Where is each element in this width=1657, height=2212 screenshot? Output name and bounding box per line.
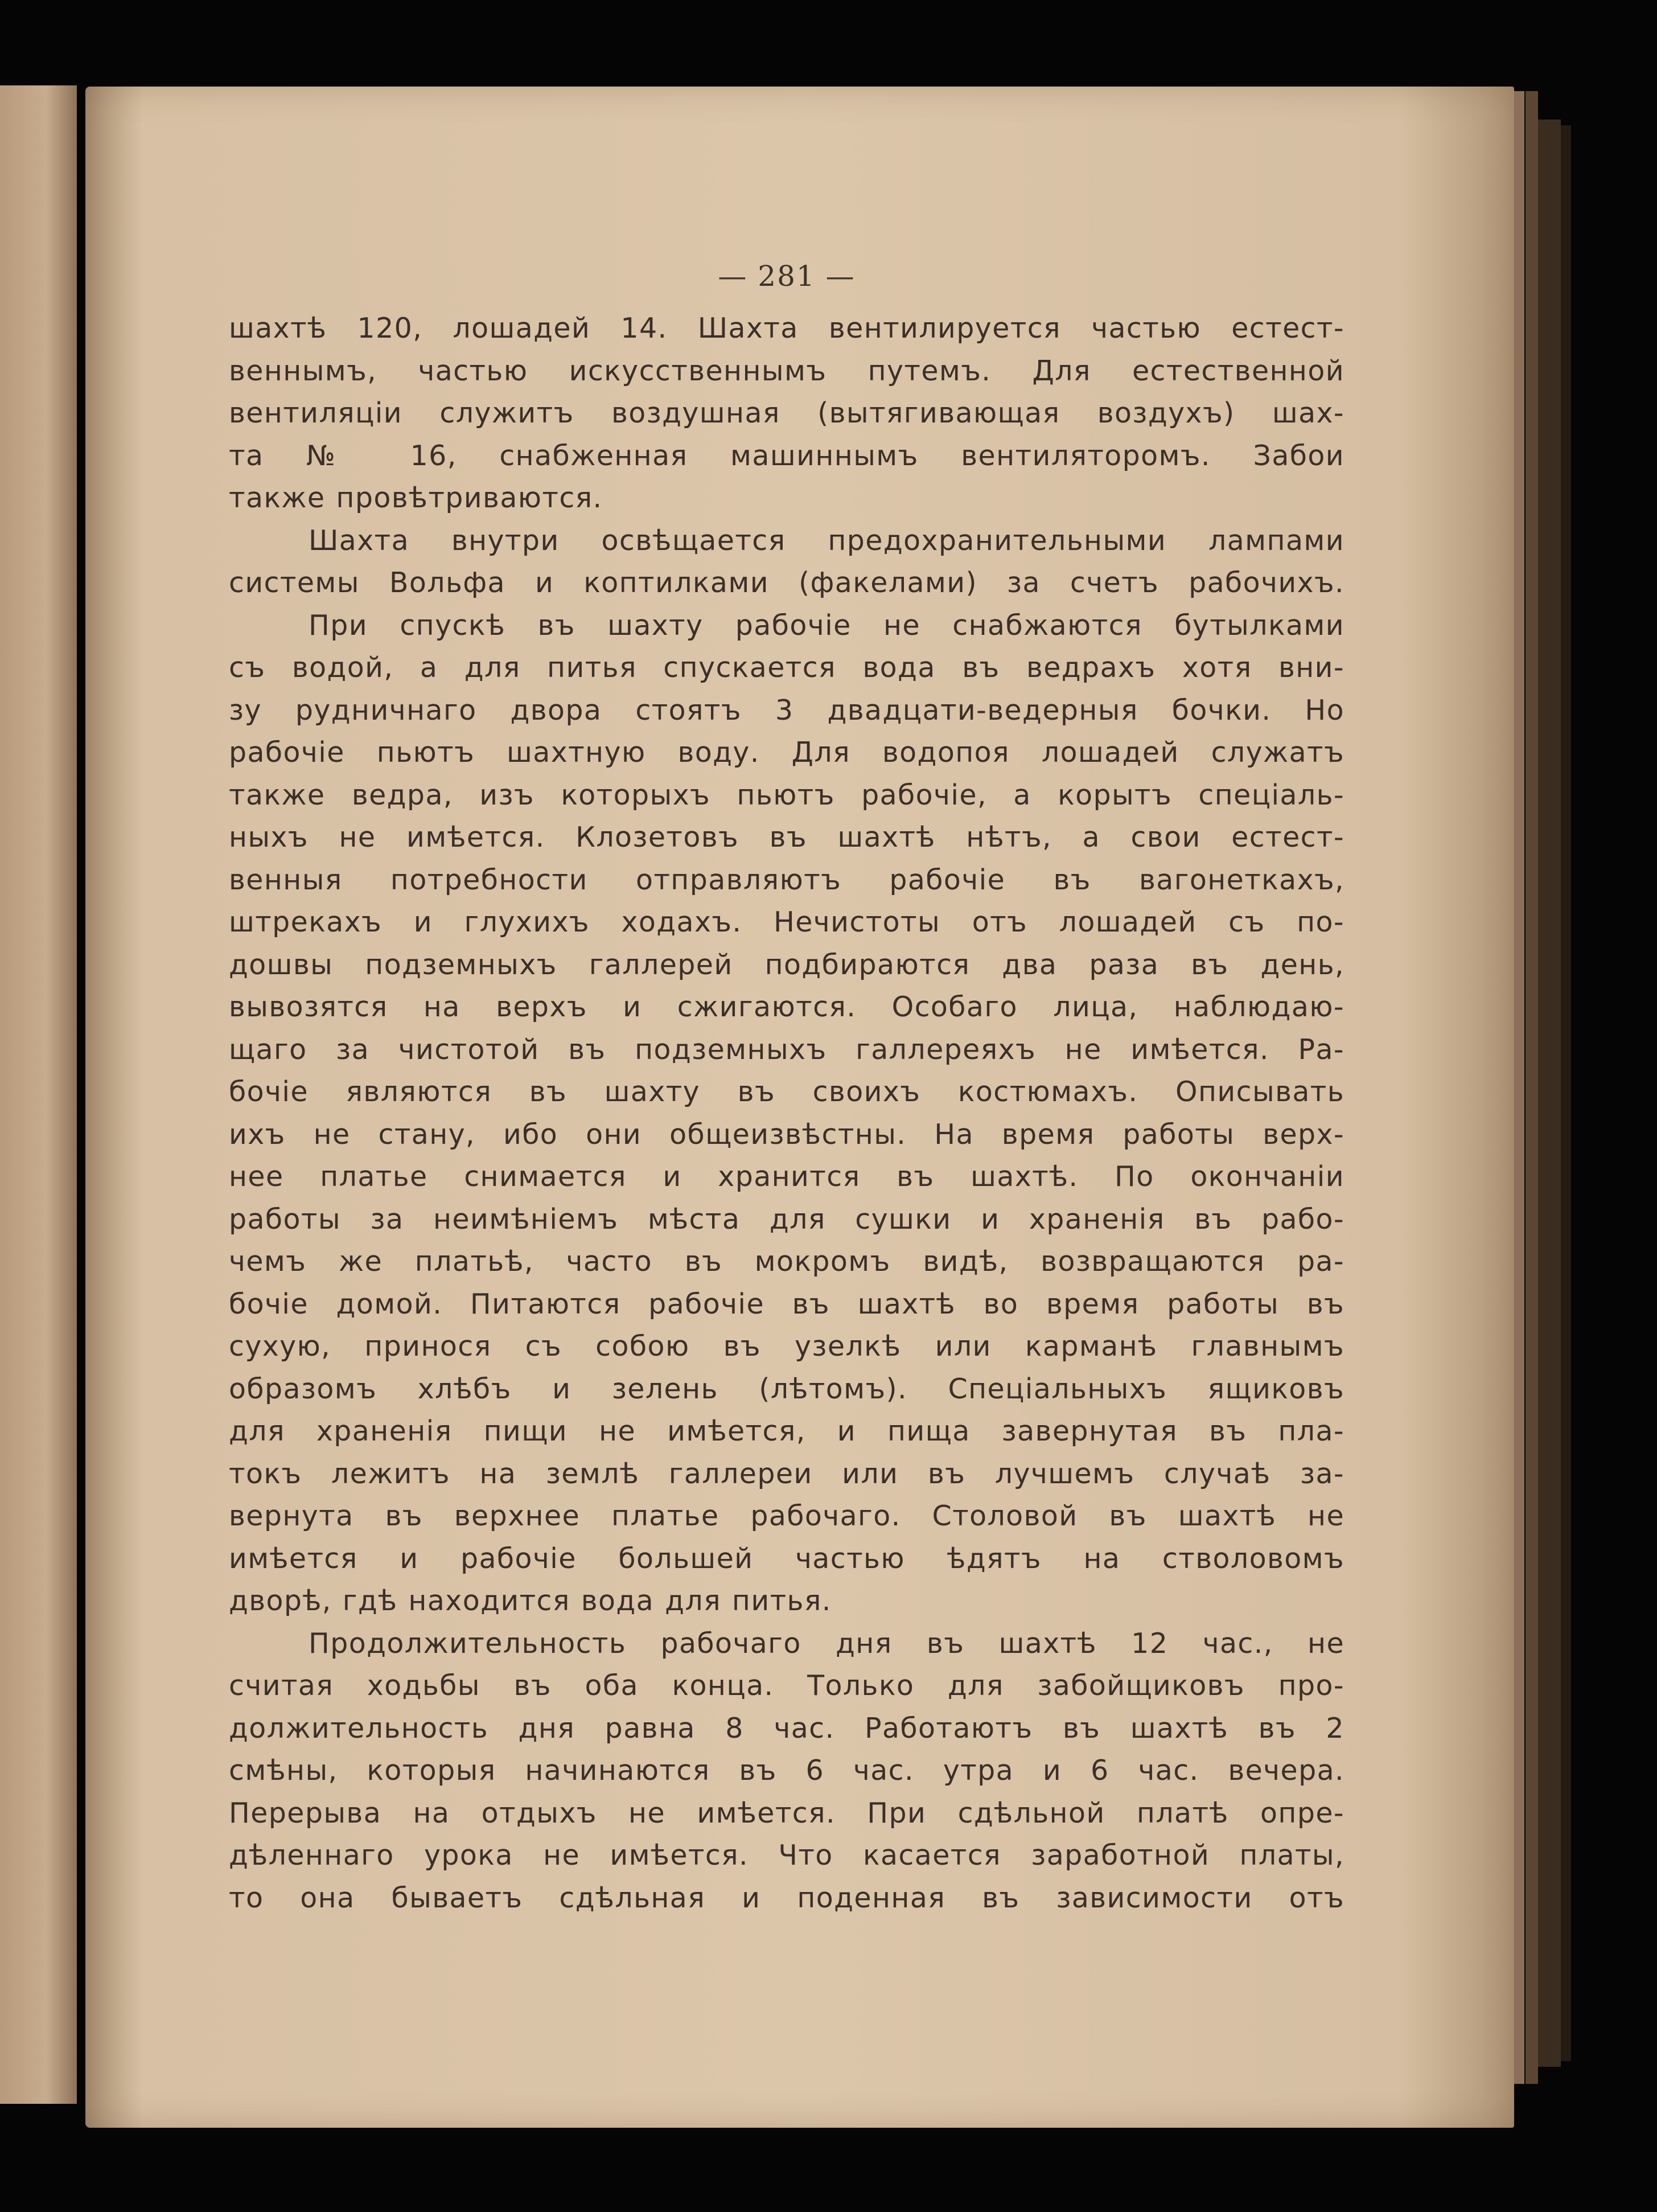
text-line: вывозятся на верхъ и сжигаются. Особаго лица, наблюдаю- <box>229 991 1344 1023</box>
cover-edge <box>1561 125 1571 2061</box>
text-line: При спускѣ въ шахту рабочіе не снабжаются бутылками <box>309 609 1344 642</box>
text-line: работы за неимѣніемъ мѣста для сушки и храненія въ рабо- <box>229 1203 1344 1236</box>
cover-edge <box>1538 120 1561 2067</box>
text-line: та № 16, снабженная машиннымъ вентиляторомъ. Забои <box>229 439 1344 472</box>
text-line: зу рудничнаго двора стоятъ 3 двадцати-ведерныя бочки. Но <box>229 693 1344 727</box>
text-line: чемъ же платьѣ, часто въ мокромъ видѣ, возвращаются ра- <box>229 1245 1344 1278</box>
text-line: образомъ хлѣбъ и зелень (лѣтомъ). Спеціальныхъ ящиковъ <box>229 1372 1344 1405</box>
text-line: венныя потребности отправляютъ рабочіе въ вагонеткахъ, <box>229 863 1344 896</box>
page-stack-edge <box>1526 91 1538 2084</box>
text-line: считая ходьбы въ оба конца. Только для забойщиковъ про- <box>229 1669 1344 1702</box>
text-line: нее платье снимается и хранится въ шахтѣ. По окончаніи <box>229 1160 1344 1193</box>
text-line: веннымъ, частью искусственнымъ путемъ. Для естественной <box>229 354 1344 387</box>
text-line: бочіе домой. Питаются рабочіе въ шахтѣ во время работы въ <box>229 1287 1344 1320</box>
text-line: дѣленнаго урока не имѣется. Что касается заработной платы, <box>229 1839 1344 1872</box>
body-text <box>229 307 1344 1919</box>
text-line: имѣется и рабочіе большей частью ѣдятъ на стволовомъ <box>229 1542 1344 1575</box>
text-line: шахтѣ 120, лошадей 14. Шахта вентилируется частью естест- <box>229 312 1344 344</box>
left-page-edge <box>0 85 77 2104</box>
text-line: дворѣ, гдѣ находится вода для питья. <box>229 1585 832 1617</box>
text-line: Перерыва на отдыхъ не имѣется. При сдѣльной платѣ опре- <box>229 1796 1344 1829</box>
text-line: то она бываетъ сдѣльная и поденная въ зависимости отъ <box>229 1881 1344 1914</box>
text-line: системы Вольфа и коптилками (факелами) за счетъ рабочихъ. <box>229 567 1344 599</box>
text-line: съ водой, а для питья спускается вода въ ведрахъ хотя вни- <box>229 651 1344 684</box>
text-line: вентиляціи служитъ воздушная (вытягивающая воздухъ) шах- <box>229 397 1344 429</box>
text-line: смѣны, которыя начинаются въ 6 час. утра и 6 час. вечера. <box>229 1754 1344 1787</box>
page-content <box>229 245 1344 1919</box>
text-line: Продолжительность рабочаго дня въ шахтѣ 12 час., не <box>309 1627 1344 1660</box>
text-line: рабочіе пьютъ шахтную воду. Для водопоя лошадей служатъ <box>229 736 1344 769</box>
text-line: для храненія пищи не имѣется, и пища завернутая въ пла- <box>229 1415 1344 1447</box>
page-number: — 281 — <box>718 260 856 293</box>
text-line: бочіе являются въ шахту въ своихъ костюмахъ. Описывать <box>229 1076 1344 1108</box>
text-line: щаго за чистотой въ подземныхъ галлереяхъ не имѣется. Ра- <box>229 1033 1344 1066</box>
text-line: также провѣтриваются. <box>229 482 603 514</box>
text-line: сухую, принося съ собою въ узелкѣ или карманѣ главнымъ <box>229 1330 1344 1363</box>
text-line: должительность дня равна 8 час. Работаютъ въ шахтѣ въ 2 <box>229 1712 1344 1745</box>
page-stack-edge <box>1514 91 1524 2084</box>
text-line: также ведра, изъ которыхъ пьютъ рабочіе, а корытъ спеціаль- <box>229 778 1344 811</box>
text-line: Шахта внутри освѣщается предохранительными лампами <box>309 524 1344 557</box>
text-line: штрекахъ и глухихъ ходахъ. Нечистоты отъ лошадей съ по- <box>229 906 1344 938</box>
text-line: токъ лежитъ на землѣ галлереи или въ лучшемъ случаѣ за- <box>229 1457 1344 1490</box>
text-line: ныхъ не имѣется. Клозетовъ въ шахтѣ нѣтъ, а свои естест- <box>229 821 1344 853</box>
text-line: ихъ не стану, ибо они общеизвѣстны. На время работы верх- <box>229 1118 1344 1151</box>
text-line: дошвы подземныхъ галлерей подбираются два раза въ день, <box>229 948 1344 981</box>
text-line: вернута въ верхнее платье рабочаго. Столовой въ шахтѣ не <box>229 1500 1344 1532</box>
